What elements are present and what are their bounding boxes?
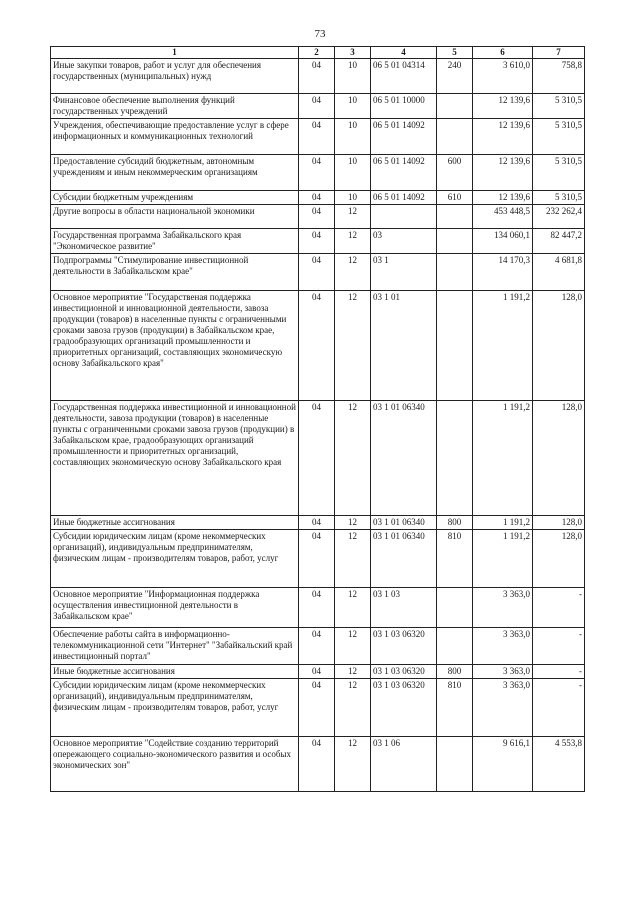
row-expense-type (437, 737, 473, 792)
row-description: Субсидии бюджетным учреждениям (51, 191, 299, 205)
row-subsection-code: 12 (335, 588, 371, 628)
row-target-article: 03 1 01 06340 (371, 401, 437, 516)
row-amount-plan: 3 363,0 (473, 588, 533, 628)
row-description: Основное мероприятие "Информационная поддержка осуществления инвестиционной деятельности в Забайкальском крае" (51, 588, 299, 628)
row-section-code: 04 (299, 401, 335, 516)
row-expense-type: 810 (437, 530, 473, 588)
row-target-article: 03 1 03 (371, 588, 437, 628)
row-subsection-code: 12 (335, 665, 371, 679)
row-target-article: 03 1 03 06320 (371, 665, 437, 679)
row-expense-type (437, 291, 473, 401)
row-amount-actual: - (533, 588, 585, 628)
row-amount-actual: - (533, 679, 585, 737)
row-amount-actual: 232 262,4 (533, 205, 585, 229)
row-expense-type (437, 254, 473, 291)
row-expense-type: 600 (437, 155, 473, 191)
row-subsection-code: 12 (335, 229, 371, 254)
row-description: Учреждения, обеспечивающие предоставление услуг в сфере информационных и коммуникационных технологий (51, 119, 299, 155)
row-amount-plan: 1 191,2 (473, 530, 533, 588)
column-header: 5 (437, 47, 473, 59)
table-row (51, 516, 585, 530)
row-subsection-code: 12 (335, 679, 371, 737)
row-amount-actual: 5 310,5 (533, 94, 585, 119)
row-section-code: 04 (299, 628, 335, 665)
row-expense-type (437, 229, 473, 254)
row-section-code: 04 (299, 191, 335, 205)
row-target-article: 03 1 01 06340 (371, 530, 437, 588)
table-row (51, 119, 585, 155)
row-section-code: 04 (299, 254, 335, 291)
row-description: Государственная поддержка инвестиционной и инновационной деятельности, завоза продукции (товаров) в населенные пункты с ограниченными сроками завоза грузов (продукции) в Забайкальском крае, градообразующих организаций промышленности и приоритетных организаций, составляющих экономическую основу Забайкальского края (51, 401, 299, 516)
row-description: Иные бюджетные ассигнования (51, 516, 299, 530)
row-description: Предоставление субсидий бюджетным, автономным учреждениям и иным некоммерческим организациям (51, 155, 299, 191)
row-amount-actual: - (533, 665, 585, 679)
row-subsection-code: 12 (335, 530, 371, 588)
row-subsection-code: 10 (335, 119, 371, 155)
row-subsection-code: 10 (335, 94, 371, 119)
row-amount-plan: 3 363,0 (473, 628, 533, 665)
table-row (51, 679, 585, 737)
row-section-code: 04 (299, 588, 335, 628)
row-amount-actual: 128,0 (533, 530, 585, 588)
row-subsection-code: 12 (335, 205, 371, 229)
row-amount-actual: 5 310,5 (533, 191, 585, 205)
row-expense-type: 240 (437, 59, 473, 94)
table-row (51, 229, 585, 254)
row-section-code: 04 (299, 291, 335, 401)
row-target-article: 06 5 01 14092 (371, 191, 437, 205)
row-description: Подпрограммы "Стимулирование инвестиционной деятельности в Забайкальском крае" (51, 254, 299, 291)
row-target-article: 03 1 03 06320 (371, 679, 437, 737)
row-target-article: 03 1 03 06320 (371, 628, 437, 665)
row-description: Государственная программа Забайкальского края "Экономическое развитие" (51, 229, 299, 254)
row-description: Субсидии юридическим лицам (кроме некоммерческих организаций), индивидуальным предпринимателям, физическим лицам - производителям товаров, работ, услуг (51, 679, 299, 737)
row-section-code: 04 (299, 229, 335, 254)
table-row (51, 291, 585, 401)
row-amount-actual: 5 310,5 (533, 155, 585, 191)
table-row (51, 530, 585, 588)
row-amount-actual: 128,0 (533, 291, 585, 401)
row-amount-plan: 12 139,6 (473, 155, 533, 191)
row-amount-plan: 134 060,1 (473, 229, 533, 254)
row-expense-type (437, 628, 473, 665)
row-expense-type: 610 (437, 191, 473, 205)
column-header: 1 (51, 47, 299, 59)
row-subsection-code: 10 (335, 155, 371, 191)
table-row (51, 191, 585, 205)
row-target-article: 06 5 01 10000 (371, 94, 437, 119)
row-section-code: 04 (299, 119, 335, 155)
row-description: Другие вопросы в области национальной экономики (51, 205, 299, 229)
table-row (51, 205, 585, 229)
table-row (51, 59, 585, 94)
row-amount-plan: 12 139,6 (473, 119, 533, 155)
page-number: 73 (314, 28, 326, 40)
table-row (51, 254, 585, 291)
row-section-code: 04 (299, 516, 335, 530)
row-subsection-code: 12 (335, 291, 371, 401)
row-description: Иные закупки товаров, работ и услуг для обеспечения государственных (муниципальных) нужд (51, 59, 299, 94)
row-expense-type: 810 (437, 679, 473, 737)
row-section-code: 04 (299, 530, 335, 588)
row-amount-plan: 1 191,2 (473, 516, 533, 530)
column-header: 6 (473, 47, 533, 59)
row-subsection-code: 12 (335, 628, 371, 665)
row-amount-actual: 758,8 (533, 59, 585, 94)
row-amount-plan: 14 170,3 (473, 254, 533, 291)
row-subsection-code: 10 (335, 191, 371, 205)
row-subsection-code: 10 (335, 59, 371, 94)
table-row (51, 628, 585, 665)
row-description: Иные бюджетные ассигнования (51, 665, 299, 679)
table-body (51, 59, 585, 792)
row-expense-type (437, 588, 473, 628)
table-row (51, 588, 585, 628)
column-header: 4 (371, 47, 437, 59)
row-target-article: 03 1 (371, 254, 437, 291)
budget-table (50, 46, 585, 792)
row-amount-actual: 128,0 (533, 516, 585, 530)
row-expense-type (437, 119, 473, 155)
row-section-code: 04 (299, 665, 335, 679)
row-section-code: 04 (299, 205, 335, 229)
row-amount-actual: - (533, 628, 585, 665)
row-expense-type: 800 (437, 516, 473, 530)
row-description: Субсидии юридическим лицам (кроме некоммерческих организаций), индивидуальным предпринимателям, физическим лицам - производителям товаров, работ, услуг (51, 530, 299, 588)
row-description: Основное мероприятие "Государственая поддержка инвестиционной и инновационной деятельности, завоза продукции (товаров) в населенные пункты с ограниченными сроками завоза грузов (продукции) в Забайкальском крае, градообразующих организаций промышленности и приоритетных организаций, составляющих экономическую основу Забайкальского края" (51, 291, 299, 401)
row-expense-type: 800 (437, 665, 473, 679)
row-amount-plan: 3 610,0 (473, 59, 533, 94)
row-amount-plan: 12 139,6 (473, 191, 533, 205)
row-subsection-code: 12 (335, 401, 371, 516)
row-target-article (371, 205, 437, 229)
table-row (51, 737, 585, 792)
table-header-row (51, 47, 585, 59)
row-section-code: 04 (299, 94, 335, 119)
row-target-article: 06 5 01 14092 (371, 119, 437, 155)
row-section-code: 04 (299, 679, 335, 737)
row-description: Основное мероприятие "Содействие созданию территорий опережающего социально-экономического развития и особых экономических зон" (51, 737, 299, 792)
row-amount-plan: 1 191,2 (473, 401, 533, 516)
row-expense-type (437, 94, 473, 119)
row-amount-actual: 4 553,8 (533, 737, 585, 792)
column-header: 2 (299, 47, 335, 59)
row-subsection-code: 12 (335, 254, 371, 291)
row-section-code: 04 (299, 737, 335, 792)
row-amount-plan: 12 139,6 (473, 94, 533, 119)
row-expense-type (437, 401, 473, 516)
column-header: 3 (335, 47, 371, 59)
row-target-article: 03 (371, 229, 437, 254)
row-target-article: 06 5 01 14092 (371, 155, 437, 191)
row-target-article: 06 5 01 04314 (371, 59, 437, 94)
row-amount-plan: 453 448,5 (473, 205, 533, 229)
table-row (51, 155, 585, 191)
row-section-code: 04 (299, 59, 335, 94)
row-amount-plan: 1 191,2 (473, 291, 533, 401)
table-row (51, 665, 585, 679)
row-amount-plan: 3 363,0 (473, 679, 533, 737)
row-amount-plan: 9 616,1 (473, 737, 533, 792)
row-amount-actual: 5 310,5 (533, 119, 585, 155)
row-section-code: 04 (299, 155, 335, 191)
row-target-article: 03 1 01 06340 (371, 516, 437, 530)
row-amount-actual: 82 447,2 (533, 229, 585, 254)
row-description: Обеспечение работы сайта в информационно-телекоммуникационной сети "Интернет" "Забайкальский край инвестиционный портал" (51, 628, 299, 665)
row-amount-actual: 128,0 (533, 401, 585, 516)
row-expense-type (437, 205, 473, 229)
row-subsection-code: 12 (335, 737, 371, 792)
row-target-article: 03 1 01 (371, 291, 437, 401)
row-amount-actual: 4 681,8 (533, 254, 585, 291)
row-description: Финансовое обеспечение выполнения функций государственных учреждений (51, 94, 299, 119)
table-row (51, 401, 585, 516)
table-row (51, 94, 585, 119)
column-header: 7 (533, 47, 585, 59)
row-subsection-code: 12 (335, 516, 371, 530)
row-amount-plan: 3 363,0 (473, 665, 533, 679)
row-target-article: 03 1 06 (371, 737, 437, 792)
